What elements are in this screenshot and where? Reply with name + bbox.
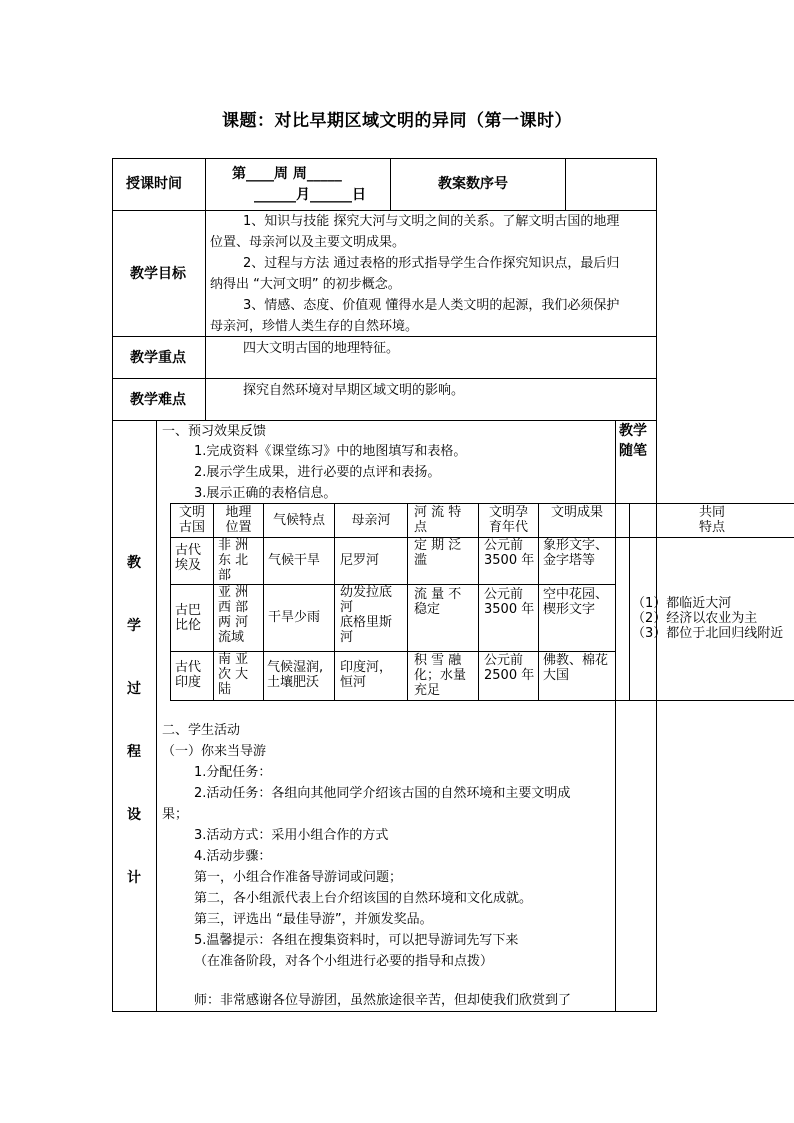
table-header: 母亲河 [351, 513, 391, 528]
difficulty-label: 教学难点 [130, 392, 186, 408]
table-header: 共同 特点 [698, 505, 725, 535]
section1-item: 1.完成资料《课堂练习》中的地图填写和表格。 [194, 444, 467, 459]
table-header: 地理 位置 [225, 505, 252, 535]
page-title: 课题：对比早期区域文明的异同（第一课时） [222, 111, 572, 131]
table-header: 气候特点 [272, 513, 325, 528]
section1-heading: 一、预习效果反馈 [162, 424, 267, 439]
week-line: 第____周 周_____ [232, 166, 342, 182]
date-line: ______月______日 [254, 187, 366, 203]
lesson-no-label: 教案数序号 [438, 176, 508, 192]
section1-item: 3.展示正确的表格信息。 [194, 486, 337, 501]
time-label: 授课时间 [126, 176, 182, 192]
table-header: 文明 古国 [178, 505, 205, 535]
key-point-text: 四大文明古国的地理特征。 [243, 341, 400, 356]
section1-item: 2.展示学生成果，进行必要的点评和表扬。 [194, 465, 441, 480]
table-header: 文明孕 育年代 [488, 505, 528, 535]
table-header: 文明成果 [550, 505, 603, 520]
table-header: 河 流 特 点 [414, 505, 462, 535]
key-point-label: 教学重点 [130, 350, 186, 366]
section2-heading: 二、学生活动 [162, 723, 241, 738]
difficulty-text: 探究自然环境对早期区域文明的影响。 [243, 383, 465, 398]
common-features: （1）都临近大河 （2）经济以农业为主 （3）都位于北回归线附近 [632, 596, 784, 641]
notes-label-2: 随笔 [619, 443, 647, 459]
objectives-label: 教学目标 [130, 266, 186, 282]
notes-label: 教学 [619, 423, 647, 439]
section2-sub: （一）你来当导游 [162, 744, 267, 759]
